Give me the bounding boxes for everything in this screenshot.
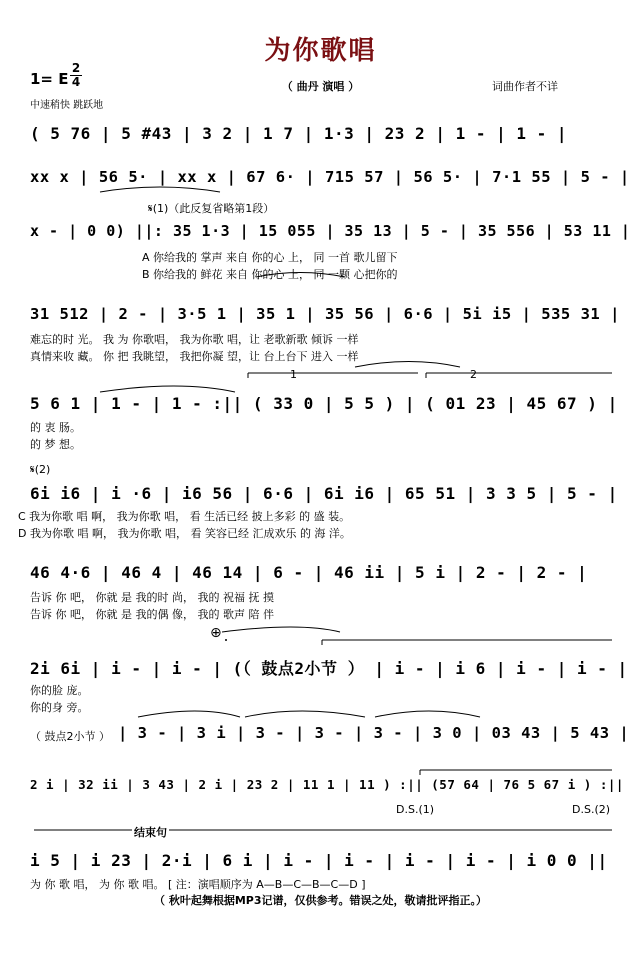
lyrics-row-4a: 难忘的时 光。 我 为 你歌唱， 我为你歌 唱，让 老歌新歌 倾诉 一样 [30,333,359,346]
lyrics-row-7b: 告诉 你 吧， 你就 是 我的偶 像， 我的 歌声 陪 伴 [30,608,274,621]
lyrics-row-11: 为 你 歌 唱， 为 你 歌 唱。 [ 注：演唱顺序为 A—B—C—B—C—D ] [30,878,366,891]
ending-label: 结束句 [134,826,167,839]
lyrics-row-8b: 你的身 旁。 [30,701,89,714]
lyrics-row-4b: 真情来收 藏。 你 把 我眺望， 我把你凝 望，让 台上台下 进入 一样 [30,350,359,363]
meter-top: 2 [71,61,81,75]
ds-2-marking: D.S.(2) [572,803,611,816]
segno-1: 𝄋(1)（此反复省略第1段） [148,202,275,215]
volta-1-label: 1 [290,368,297,381]
volta-2-label: 2 [470,368,477,381]
drum-interlude-label: （ 鼓点2小节 ） [30,730,110,743]
lyrics-row-5b: 的 梦 想。 [30,438,81,451]
score-row-3: x - | 0 0) ||: 35 1·3 | 15 055 | 35 13 | 5 - | 35 556 | 53 11 | [30,222,631,240]
score-row-10: 2 i | 32 ii | 3 43 | 2 i | 23 2 | 11 1 | 11 ) :|| (57 64 | 76 5 67 i ) :|| [30,777,624,792]
score-row-5: 5 6 1 | 1 - | 1 - :|| ( 33 0 | 5 5 ) | ( 01 23 | 45 67 ) | [30,394,618,413]
lyrics-row-8a: 你的脸 庞。 [30,684,89,697]
song-title: 为你歌唱 [264,36,377,66]
score-row-1: ( 5 76 | 5 #43 | 3 2 | 1 7 | 1·3 | 23 2 | 1 - | 1 - | [30,124,568,143]
score-row-7: 46 4·6 | 46 4 | 46 14 | 6 - | 46 ii | 5 i | 2 - | 2 - | [30,563,588,582]
lyrics-row-5a: 的 衷 肠。 [30,421,81,434]
score-row-11: i 5 | i 23 | 2·i | 6 i | i - | i - | i - | i - | i 0 0 || [30,851,608,870]
segno-2: 𝄋(2) [30,463,51,476]
lyrics-row-6b: D 我为你歌 唱 啊， 我为你歌 唱， 看 笑容已经 汇成欢乐 的 海 洋。 [18,527,351,540]
composer-credit: 词曲作者不详 [492,80,558,93]
footnote: （ 秋叶起舞根据MP3记谱，仅供参考。错误之处，敬请批评指正。） [154,894,487,907]
score-row-4: 31 512 | 2 - | 3·5 1 | 35 1 | 35 56 | 6·6 | 5i i5 | 535 31 | [30,305,620,323]
score-row-8: 2i 6i | i - | i - | (（ 鼓点2小节 ） | i - | i 6 | i - | i - | [30,659,628,678]
lyrics-row-3a: A 你给我的 掌声 来自 你的心 上， 同 一首 歌儿留下 [142,251,398,264]
lyrics-row-7a: 告诉 你 吧， 你就 是 我的时 尚， 我的 祝福 抚 摸 [30,591,274,604]
score-row-6: 6i i6 | i ·6 | i6 56 | 6·6 | 6i i6 | 65 51 | 3 3 5 | 5 - | [30,484,618,503]
tempo-marking: 中速稍快 跳跃地 [30,100,104,111]
lyrics-row-6a: C 我为你歌 唱 啊， 我为你歌 唱， 看 生活已经 披上多彩 的 盛 装。 [18,510,351,523]
score-row-9: | 3 - | 3 i | 3 - | 3 - | 3 - | 3 0 | 03 43 | 5 43 | [118,724,630,742]
singer-credit: （ 曲丹 演唱 ） [281,80,360,93]
ds-1-marking: D.S.(1) [396,803,435,816]
lyrics-row-3b: B 你给我的 鲜花 来自 你的心 上， 同 一颗 心把你的 [142,268,398,281]
meter-bottom: 4 [71,75,81,89]
score-row-2: xx x | 56 5· | xx x | 67 6· | 715 57 | 56 5· | 7·1 55 | 5 - | [30,168,630,186]
key-signature: 1= E [30,70,69,88]
coda-sign: ⊕ [210,625,222,641]
